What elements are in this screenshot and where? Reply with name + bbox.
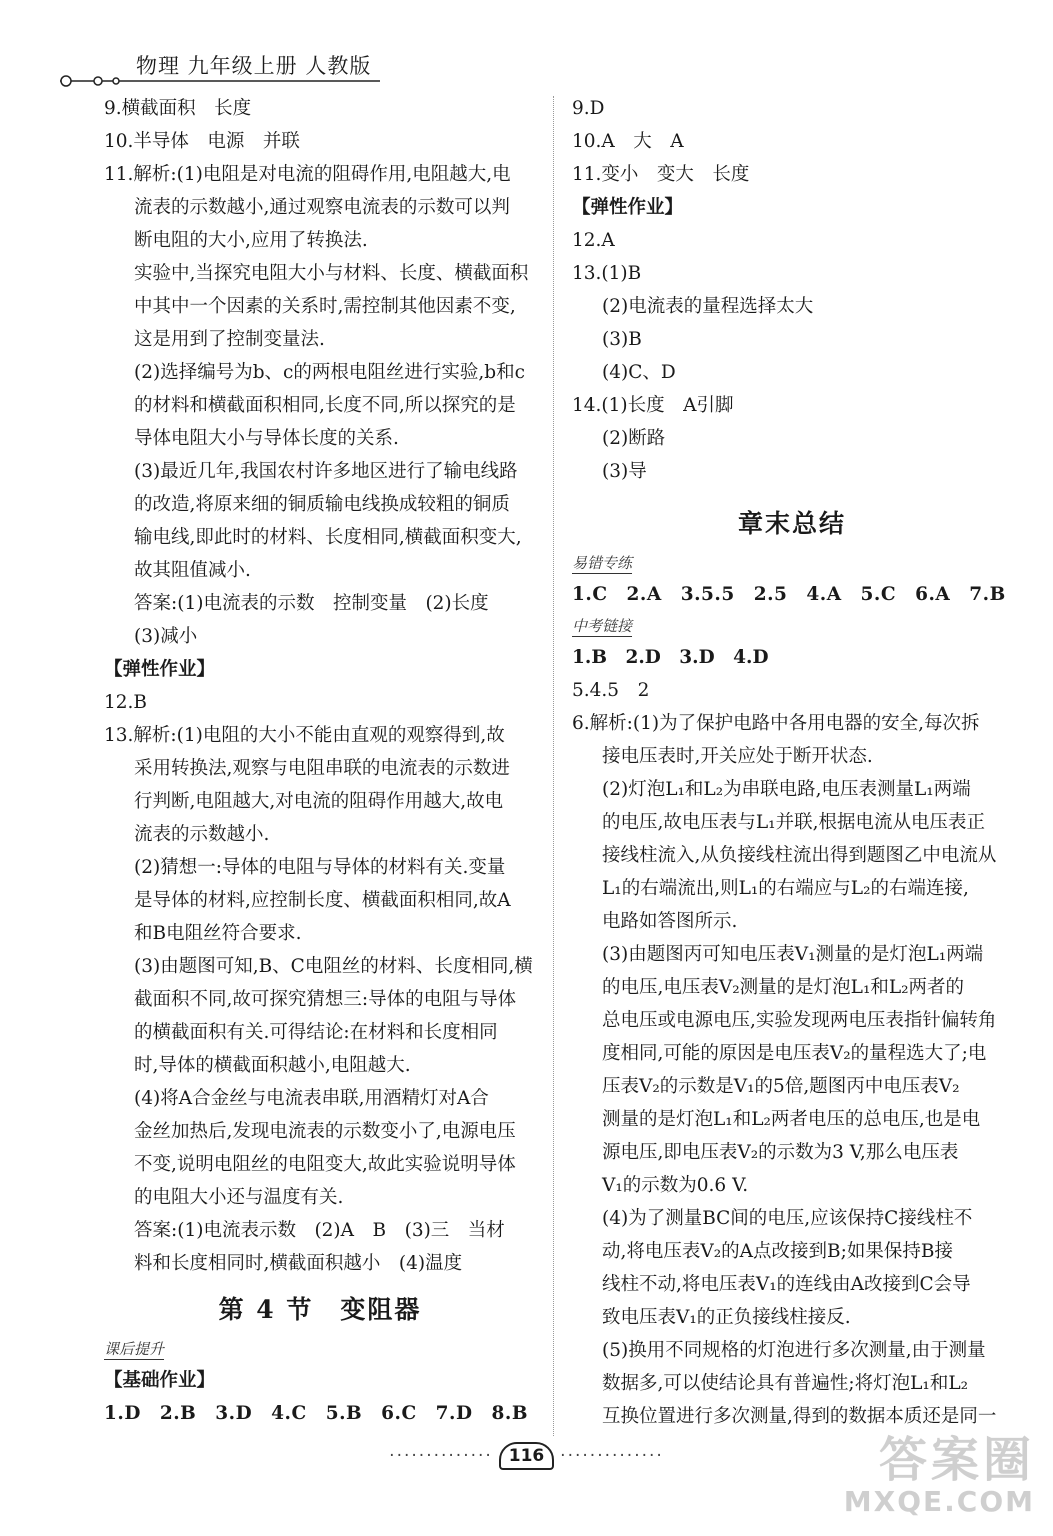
answer-line: 行判断,电阻越大,对电流的阻碍作用越大,故电: [134, 791, 504, 812]
answer-line: (4)将A合金丝与电流表串联,用酒精灯对A合: [134, 1088, 489, 1109]
answer-line: 流表的示数越小.: [134, 824, 270, 845]
answer-line: 的横截面积有关.可得结论:在材料和长度相同: [134, 1022, 498, 1043]
answer-line: 这是用到了控制变量法.: [134, 329, 325, 350]
answer-line: 数据多,可以使结论具有普遍性;将灯泡L₁和L₂: [602, 1373, 969, 1394]
answer-line: 1.B 2.D 3.D 4.D: [572, 647, 769, 668]
answer-line: 度相同,可能的原因是电压表V₂的量程选大了;电: [602, 1043, 987, 1064]
page-header: [60, 48, 390, 88]
answer-line: 输电线,即此时的材料、长度相同,横截面积变大,: [134, 527, 522, 548]
answer-line: (2)选择编号为b、c的两根电阻丝进行实验,b和c: [134, 362, 525, 383]
answer-line: 1.D 2.B 3.D 4.C 5.B 6.C 7.D 8.B: [104, 1403, 528, 1424]
answer-line: 答案:(1)电流表示数 (2)A B (3)三 当材: [134, 1220, 505, 1241]
answer-line: 料和长度相同时,横截面积越小 (4)温度: [134, 1253, 463, 1274]
answer-line: 的改造,将原来细的铜质输电线换成较粗的铜质: [134, 494, 510, 515]
section-title: 章末总结: [737, 509, 846, 538]
answer-line: (3)导: [602, 461, 647, 482]
answer-line: (3)减小: [134, 626, 198, 647]
handwritten-label: 易错专练: [572, 554, 633, 572]
answer-line: 11.解析:(1)电阻是对电流的阻碍作用,电阻越大,电: [104, 164, 511, 185]
answer-line: 时,导体的横截面积越小,电阻越大.: [134, 1055, 411, 1076]
answer-line: 金丝加热后,发现电流表的示数变小了,电源电压: [134, 1121, 516, 1142]
answer-line: 13.(1)B: [572, 263, 642, 284]
answer-line: 压表V₂的示数是V₁的5倍,题图丙中电压表V₂: [602, 1076, 960, 1097]
answer-line: 10.A 大 A: [572, 131, 684, 152]
answer-line: (2)电流表的量程选择太大: [602, 296, 814, 317]
answer-line: 的材料和横截面积相同,长度不同,所以探究的是: [134, 395, 516, 416]
answer-line: 12.B: [104, 692, 148, 713]
answer-line: 测量的是灯泡L₁和L₂两者电压的总电压,也是电: [602, 1109, 981, 1130]
answer-line: 14.(1)长度 A引脚: [572, 395, 734, 416]
answer-line: V₁的示数为0.6 V.: [602, 1175, 749, 1196]
answer-line: 电路如答图所示.: [602, 911, 738, 932]
answer-line: (3)由题图可知,B、C电阻丝的材料、长度相同,横: [134, 956, 533, 977]
answer-line: 的电阻大小还与温度有关.: [134, 1187, 344, 1208]
answer-line: 采用转换法,观察与电阻串联的电流表的示数进: [134, 758, 510, 779]
answer-line: 动,将电压表V₂的A点改接到B;如果保持B接: [602, 1241, 953, 1262]
section-title: 第 4 节 变阻器: [218, 1295, 422, 1324]
answer-line: L₁的右端流出,则L₁的右端应与L₂的右端连接,: [602, 878, 969, 899]
section-tag: 【弹性作业】: [572, 197, 684, 218]
answer-line: (3)最近几年,我国农村许多地区进行了输电线路: [134, 461, 518, 482]
answer-line: 10.半导体 电源 并联: [104, 131, 300, 152]
page-number-value: 116: [499, 1442, 555, 1470]
answer-line: 是导体的材料,应控制长度、横截面积相同,故A: [134, 890, 511, 911]
watermark-logo: 答案圈: [878, 1432, 1035, 1488]
answer-line: 接电压表时,开关应处于断开状态.: [602, 746, 873, 767]
answer-line: 导体电阻大小与导体长度的关系.: [134, 428, 399, 449]
answer-line: 接线柱流入,从负接线柱流出得到题图乙中电流从: [602, 845, 997, 866]
answer-line: 实验中,当探究电阻大小与材料、长度、横截面积: [134, 263, 529, 284]
answer-line: 6.解析:(1)为了保护电路中各用电器的安全,每次拆: [572, 713, 980, 734]
answer-line: (4)C、D: [602, 362, 676, 383]
handwritten-label: 中考链接: [572, 617, 633, 635]
answer-line: 流表的示数越小,通过观察电流表的示数可以判: [134, 197, 510, 218]
answer-line: 9.横截面积 长度: [104, 98, 252, 119]
answer-line: (3)B: [602, 329, 642, 350]
answer-line: (3)由题图丙可知电压表V₁测量的是灯泡L₁两端: [602, 944, 984, 965]
answer-line: 中其中一个因素的关系时,需控制其他因素不变,: [134, 296, 516, 317]
answer-line: (2)猜想一:导体的电阻与导体的材料有关.变量: [134, 857, 506, 878]
section-tag: 【基础作业】: [104, 1370, 216, 1391]
answer-line: 的电压,电压表V₂测量的是灯泡L₁和L₂两者的: [602, 977, 965, 998]
answer-line: 故其阻值减小.: [134, 560, 251, 581]
answer-line: 13.解析:(1)电阻的大小不能由直观的观察得到,故: [104, 725, 505, 746]
answer-line: 互换位置进行多次测量,得到的数据本质还是同一: [602, 1406, 997, 1427]
answer-line: 答案:(1)电流表的示数 控制变量 (2)长度: [134, 593, 489, 614]
answer-line: 源电压,即电压表V₂的示数为3 V,那么电压表: [602, 1142, 959, 1163]
footer-dots-right: ··············: [560, 1446, 664, 1466]
watermark: [843, 1432, 1035, 1518]
answer-line: 断电阻的大小,应用了转换法.: [134, 230, 368, 251]
answer-line: (5)换用不同规格的灯泡进行多次测量,由于测量: [602, 1340, 986, 1361]
section-tag: 【弹性作业】: [104, 659, 216, 680]
answer-line: (2)灯泡L₁和L₂为串联电路,电压表测量L₁两端: [602, 779, 971, 800]
answer-line: (2)断路: [602, 428, 666, 449]
answer-line: 的电压,故电压表与L₁并联,根据电流从电压表正: [602, 812, 985, 833]
answer-line: 和B电阻丝符合要求.: [134, 923, 302, 944]
answer-line: 截面积不同,故可探究猜想三:导体的电阻与导体: [134, 989, 517, 1010]
handwritten-label: 课后提升: [104, 1340, 165, 1358]
footer-dots-left: ··············: [389, 1446, 493, 1466]
answer-line: 总电压或电源电压,实验发现两电压表指针偏转角: [602, 1010, 997, 1031]
answer-line: (4)为了测量BC间的电压,应该保持C接线柱不: [602, 1208, 973, 1229]
answer-line: 致电压表V₁的正负接线柱接反.: [602, 1307, 851, 1328]
header-title: 物理 九年级上册 人教版: [136, 54, 372, 78]
column-divider: [553, 96, 554, 1436]
answer-line: 5.4.5 2: [572, 680, 650, 701]
watermark-url: MXQE.COM: [843, 1485, 1035, 1518]
answer-line: 1.C 2.A 3.5.5 2.5 4.A 5.C 6.A 7.B: [572, 584, 1006, 605]
answer-line: 11.变小 变大 长度: [572, 164, 750, 185]
answer-line: 不变,说明电阻丝的电阻变大,故此实验说明导体: [134, 1154, 516, 1175]
answer-line: 线柱不动,将电压表V₁的连线由A改接到C会导: [602, 1274, 971, 1295]
answer-line: 12.A: [572, 230, 615, 251]
answer-line: 9.D: [572, 98, 605, 119]
left-column: [104, 92, 536, 1430]
right-column: [572, 92, 1012, 1433]
